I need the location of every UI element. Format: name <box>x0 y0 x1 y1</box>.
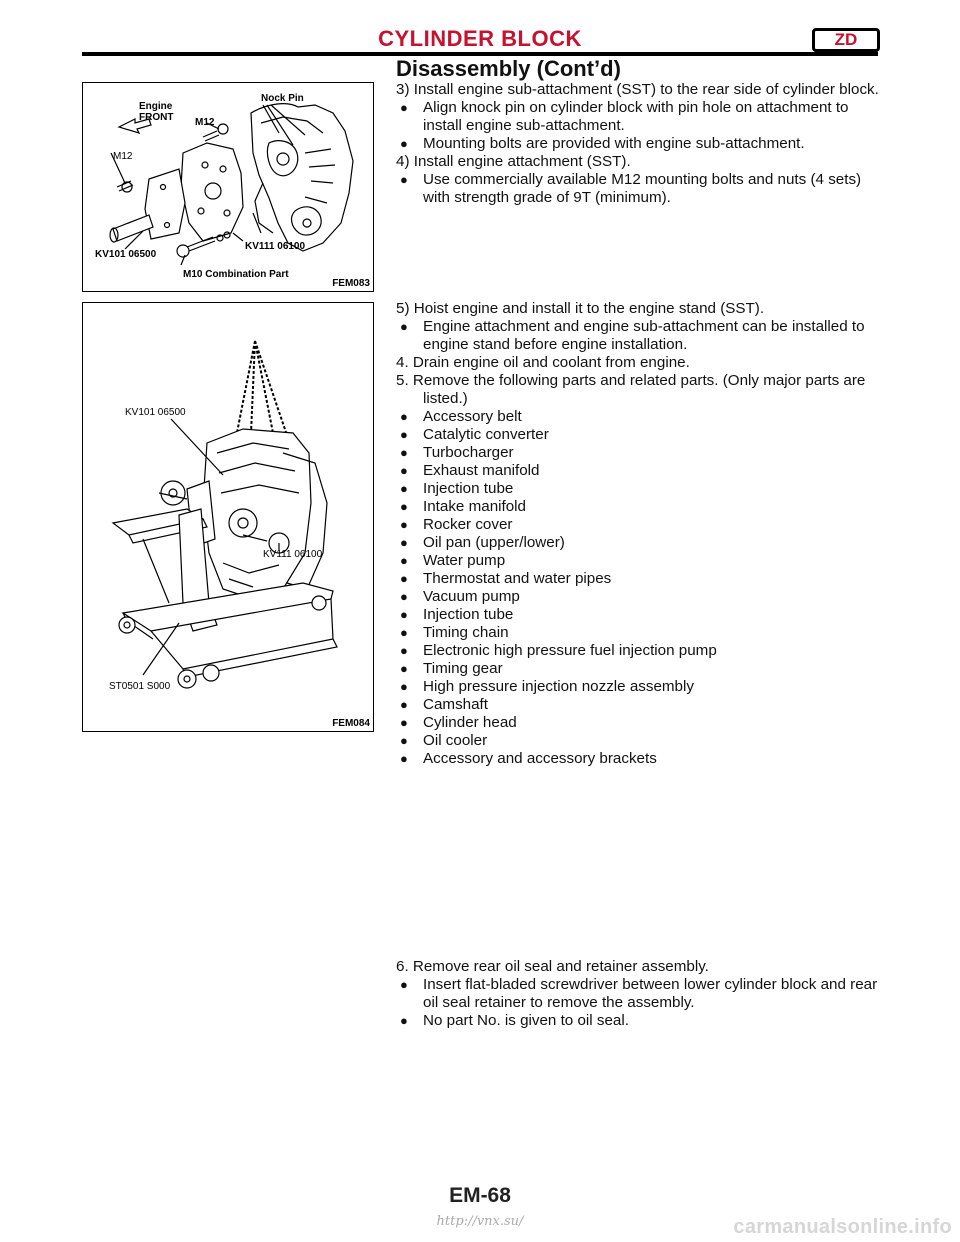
text-block-rear-oil-seal <box>396 958 880 1030</box>
bullet-icon: ● <box>400 136 408 151</box>
line-text: Thermostat and water pipes <box>423 570 612 587</box>
bullet-icon: ● <box>400 481 408 496</box>
bullet-icon: ● <box>400 499 408 514</box>
line-text: No part No. is given to oil seal. <box>423 1012 629 1029</box>
bullet-icon: ● <box>400 751 408 766</box>
bullet-item <box>396 444 880 462</box>
line-text: High pressure injection nozzle assembly <box>423 678 694 695</box>
bullet-item <box>396 976 880 1012</box>
bullet-item <box>396 171 880 207</box>
step-item <box>396 958 880 976</box>
line-text: Mounting bolts are provided with engine sub-attachment. <box>423 135 805 152</box>
line-text: Cylinder head <box>423 714 517 731</box>
bullet-icon: ● <box>400 1013 408 1028</box>
bullet-item <box>396 732 880 750</box>
bullet-icon: ● <box>400 553 408 568</box>
watermark: carmanualsonline.info <box>733 1216 952 1238</box>
line-text: Timing gear <box>423 660 503 677</box>
figure-engine-stand <box>82 302 374 732</box>
line-text: 4. Drain engine oil and coolant from engine. <box>396 354 690 371</box>
line-text: Oil cooler <box>423 732 488 749</box>
label-m12-top: M12 <box>195 117 215 128</box>
bullet-item <box>396 642 880 660</box>
line-text: 6. Remove rear oil seal and retainer assembly. <box>396 958 709 975</box>
step-item <box>396 153 880 171</box>
bullet-item <box>396 462 880 480</box>
line-text: Injection tube <box>423 606 514 623</box>
bullet-item <box>396 660 880 678</box>
page-subtitle: Disassembly (Cont’d) <box>396 56 621 81</box>
bullet-item <box>396 714 880 732</box>
bullet-item <box>396 408 880 426</box>
line-text: Timing chain <box>423 624 509 641</box>
bullet-item <box>396 696 880 714</box>
label-kv101: KV101 06500 <box>95 249 157 260</box>
footer-url[interactable]: http://vnx.su/ <box>436 1214 524 1229</box>
bullet-icon: ● <box>400 463 408 478</box>
bullet-icon: ● <box>400 661 408 676</box>
bullet-item <box>396 516 880 534</box>
line-text: Catalytic converter <box>423 426 549 443</box>
line-text: Engine attachment and engine sub-attachment can be installed to engine stand before engine installation. <box>423 318 865 353</box>
line-text: Accessory and accessory brackets <box>423 750 657 767</box>
bullet-item <box>396 318 880 354</box>
line-text: Exhaust manifold <box>423 462 540 479</box>
bullet-item <box>396 588 880 606</box>
bullet-item <box>396 624 880 642</box>
step-item <box>396 354 880 372</box>
label-engine-front: Engine FRONT <box>139 101 174 123</box>
bullet-item <box>396 480 880 498</box>
line-text: Accessory belt <box>423 408 522 425</box>
bullet-icon: ● <box>400 715 408 730</box>
figure-code: FEM083 <box>332 278 370 289</box>
line-text: Insert flat-bladed screwdriver between lower cylinder block and rear oil seal retainer to remove the assembly. <box>423 976 878 1011</box>
line-text: 3) Install engine sub-attachment (SST) to the rear side of cylinder block. <box>396 81 879 98</box>
line-text: 4) Install engine attachment (SST). <box>396 153 631 170</box>
bullet-icon: ● <box>400 589 408 604</box>
bullet-icon: ● <box>400 319 408 334</box>
text-block-attachment <box>396 81 880 207</box>
bullet-item <box>396 426 880 444</box>
line-text: Align knock pin on cylinder block with pin hole on attachment to install engine sub-attachment. <box>423 99 849 134</box>
bullet-icon: ● <box>400 100 408 115</box>
bullet-icon: ● <box>400 172 408 187</box>
bullet-item <box>396 606 880 624</box>
bullet-icon: ● <box>400 733 408 748</box>
bullet-icon: ● <box>400 607 408 622</box>
bullet-icon: ● <box>400 427 408 442</box>
line-text: Use commercially available M12 mounting bolts and nuts (4 sets) with strength grade of 9T (minimum). <box>423 171 862 206</box>
bullet-item <box>396 99 880 135</box>
label-kv111: KV111 06100 <box>263 549 323 560</box>
bullet-icon: ● <box>400 625 408 640</box>
line-text: Rocker cover <box>423 516 513 533</box>
label-kv111: KV111 06100 <box>245 241 306 252</box>
line-text: 5. Remove the following parts and related parts. (Only major parts are listed.) <box>396 372 866 407</box>
line-text: Injection tube <box>423 480 514 497</box>
bullet-icon: ● <box>400 445 408 460</box>
bullet-item <box>396 1012 880 1030</box>
bullet-item <box>396 750 880 768</box>
bullet-item <box>396 570 880 588</box>
bullet-item <box>396 552 880 570</box>
step-item <box>396 372 880 408</box>
engine-stand-illustration <box>83 303 373 731</box>
bullet-icon: ● <box>400 571 408 586</box>
line-text: Water pump <box>423 552 506 569</box>
bullet-item <box>396 534 880 552</box>
label-m10-combination: M10 Combination Part <box>183 269 289 280</box>
line-text: Electronic high pressure fuel injection pump <box>423 642 717 659</box>
line-text: Oil pan (upper/lower) <box>423 534 565 551</box>
label-nock-pin: Nock Pin <box>261 93 304 104</box>
header-title: CYLINDER BLOCK <box>378 26 582 51</box>
bullet-icon: ● <box>400 679 408 694</box>
bullet-icon: ● <box>400 409 408 424</box>
bullet-icon: ● <box>400 977 408 992</box>
text-block-removal <box>396 300 880 768</box>
label-m12-left: M12 <box>113 151 133 162</box>
line-text: 5) Hoist engine and install it to the engine stand (SST). <box>396 300 765 317</box>
bullet-icon: ● <box>400 643 408 658</box>
bullet-item <box>396 678 880 696</box>
line-text: Turbocharger <box>423 444 514 461</box>
label-kv101: KV101 06500 <box>125 407 186 418</box>
bullet-icon: ● <box>400 517 408 532</box>
bullet-item <box>396 498 880 516</box>
bullet-icon: ● <box>400 697 408 712</box>
step-item <box>396 300 880 318</box>
line-text: Vacuum pump <box>423 588 520 605</box>
bullet-icon: ● <box>400 535 408 550</box>
step-item <box>396 81 880 99</box>
figure-code: FEM084 <box>332 718 370 729</box>
figure-engine-sub-attachment <box>82 82 374 292</box>
line-text: Camshaft <box>423 696 488 713</box>
page-number: EM-68 <box>449 1184 511 1207</box>
bullet-item <box>396 135 880 153</box>
label-st0501: ST0501 S000 <box>109 681 171 692</box>
line-text: Intake manifold <box>423 498 526 515</box>
section-badge: ZD <box>812 28 880 52</box>
